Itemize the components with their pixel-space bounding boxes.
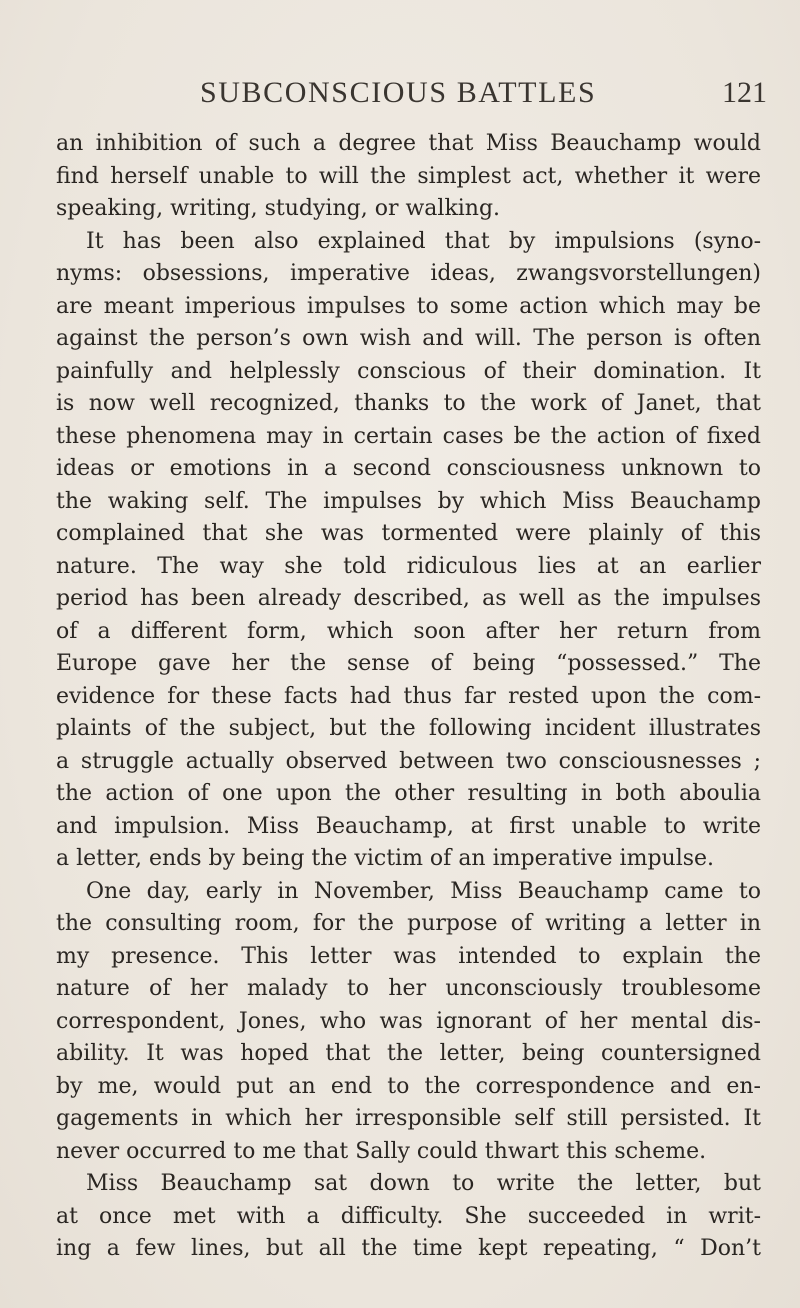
text-line: an inhibition of such a degree that Miss Beauchamp would [56, 131, 761, 156]
text-line: Miss Beauchamp sat down to write the letter, but [86, 1171, 761, 1196]
text-line: plaints of the subject, but the following incident illustrates [56, 716, 761, 741]
body-text [56, 128, 761, 1266]
text-line: the waking self. The impulses by which Miss Beauchamp [56, 488, 761, 514]
text-line: complained that she was tormented were plainly of this [56, 521, 761, 546]
text-line: gagements in which her irresponsible self still persisted. It [56, 1106, 761, 1131]
text-line: a struggle actually observed between two consciousnesses ; [56, 748, 761, 774]
text-line: the action of one upon the other resulting in both aboulia [56, 781, 761, 806]
text-line: find herself unable to will the simplest act, whether it were [56, 163, 761, 189]
text-line: nature. The way she told ridiculous lies at an earlier [56, 553, 761, 579]
text-line: the consulting room, for the purpose of writing a letter in [56, 911, 761, 936]
text-line: a letter, ends by being the victim of an imperative impulse. [56, 846, 715, 871]
text-line: It has been also explained that by impulsions (syno- [86, 228, 761, 254]
text-line: ability. It was hoped that the letter, being countersigned [56, 1041, 761, 1066]
text-line: speaking, writing, studying, or walking. [56, 196, 501, 221]
running-head: SUBCONSCIOUS BATTLES [200, 76, 597, 109]
text-line: Europe gave her the sense of being “possessed.” The [56, 651, 761, 676]
text-line: and impulsion. Miss Beauchamp, at first unable to write [56, 813, 761, 839]
text-line: my presence. This letter was intended to explain the [56, 943, 761, 969]
text-line: by me, would put an end to the correspondence and en- [56, 1073, 761, 1099]
text-line: One day, early in November, Miss Beauchamp came to [86, 878, 761, 904]
text-line: at once met with a difficulty. She succeeded in writ- [56, 1203, 761, 1229]
text-line: nyms: obsessions, imperative ideas, zwangsvorstellungen) [56, 261, 761, 286]
text-line: against the person’s own wish and will. The person is often [56, 326, 761, 351]
text-line: evidence for these facts had thus far rested upon the com- [56, 683, 761, 709]
text-line: period has been already described, as well as the impulses [56, 586, 761, 611]
text-line: painfully and helplessly conscious of their domination. It [56, 358, 761, 384]
text-line: never occurred to me that Sally could thwart this scheme. [56, 1138, 707, 1164]
text-line: are meant imperious impulses to some action which may be [56, 293, 761, 319]
text-line: these phenomena may in certain cases be the action of fixed [56, 423, 761, 449]
page-number: 121 [722, 76, 767, 109]
text-line: ideas or emotions in a second consciousness unknown to [56, 456, 761, 481]
text-line: nature of her malady to her unconsciously troublesome [56, 976, 761, 1001]
text-line: is now well recognized, thanks to the work of Janet, that [56, 391, 761, 416]
text-line: ing a few lines, but all the time kept repeating, “ Don’t [56, 1236, 761, 1261]
page-header [0, 76, 800, 116]
text-line: of a different form, which soon after her return from [56, 618, 761, 644]
text-line: correspondent, Jones, who was ignorant of her mental dis- [56, 1008, 761, 1034]
